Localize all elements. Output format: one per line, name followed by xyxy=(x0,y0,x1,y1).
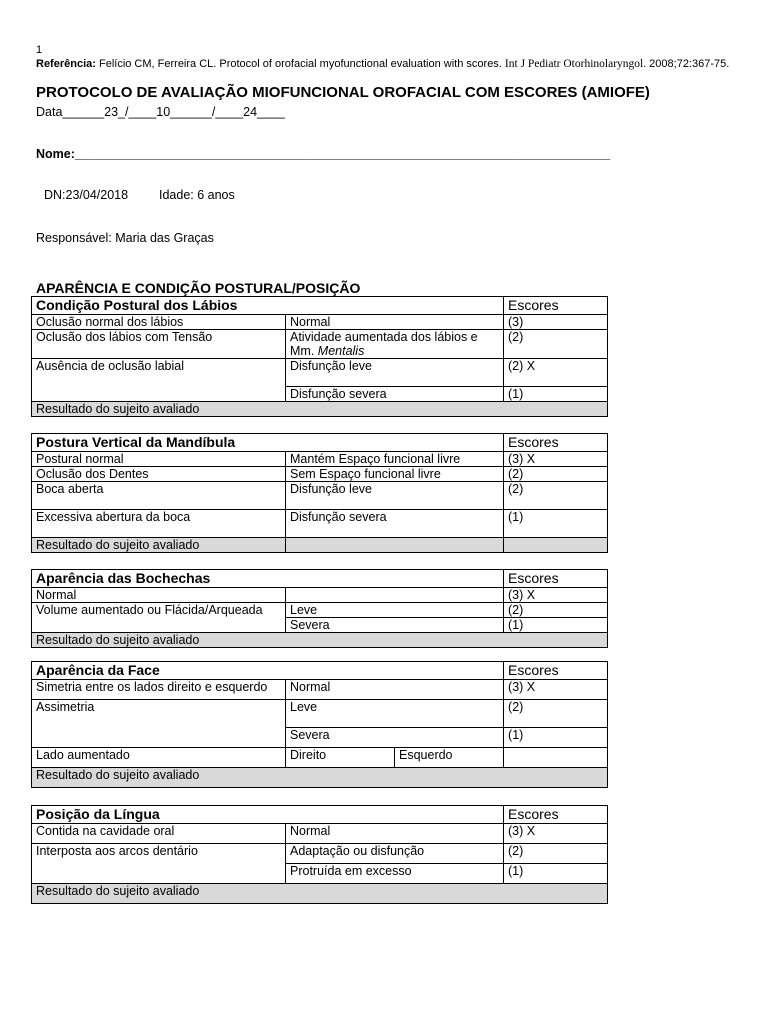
mandible-title: Postura Vertical da Mandíbula xyxy=(32,434,504,452)
row-desc: Protruída em excesso xyxy=(286,864,504,884)
row-score: (3) X xyxy=(504,452,608,467)
row-label: Interposta aos arcos dentário xyxy=(32,844,286,884)
result-row xyxy=(32,538,608,553)
reference xyxy=(36,57,732,71)
row-score: (2) X xyxy=(504,359,608,387)
tongue-scores-header: Escores xyxy=(504,806,608,824)
result-score-cell xyxy=(504,538,608,553)
row-label: Assimetria xyxy=(32,700,286,748)
reference-text: Felício CM, Ferreira CL. Protocol of orofacial myofunctional evaluation with scores. xyxy=(95,58,505,70)
row-score: (2) xyxy=(504,467,608,482)
row-score: (2) xyxy=(504,844,608,864)
row-desc xyxy=(286,330,504,359)
row-desc: Leve xyxy=(286,603,504,618)
row-desc: Normal xyxy=(286,824,504,844)
table-row xyxy=(32,680,608,700)
result-row xyxy=(32,402,608,417)
face-scores-header: Escores xyxy=(504,662,608,680)
table-row xyxy=(32,824,608,844)
row-desc: Normal xyxy=(286,315,504,330)
table-row xyxy=(32,588,608,603)
result-label: Resultado do sujeito avaliado xyxy=(32,538,286,553)
result-label: Resultado do sujeito avaliado xyxy=(32,402,608,417)
table-row xyxy=(32,482,608,510)
row-label: Simetria entre os lados direito e esquerdo xyxy=(32,680,286,700)
mandible-scores-header: Escores xyxy=(504,434,608,452)
name-field: Nome:_____________________________________________________________________________ xyxy=(36,147,611,161)
result-label: Resultado do sujeito avaliado xyxy=(32,768,608,788)
side-right: Direito xyxy=(286,748,395,768)
row-label: Normal xyxy=(32,588,286,603)
table-row xyxy=(32,452,608,467)
row-desc-italic: Mentalis xyxy=(317,344,365,358)
row-score: (1) xyxy=(504,728,608,748)
row-desc: Disfunção leve xyxy=(286,482,504,510)
row-label: Excessiva abertura da boca xyxy=(32,510,286,538)
lips-table xyxy=(31,296,608,417)
result-row xyxy=(32,633,608,648)
tongue-title: Posição da Língua xyxy=(32,806,504,824)
row-score: (2) xyxy=(504,482,608,510)
row-desc: Severa xyxy=(286,728,504,748)
cheeks-scores-header: Escores xyxy=(504,570,608,588)
face-title: Aparência da Face xyxy=(32,662,504,680)
row-label: Oclusão dos lábios com Tensão xyxy=(32,330,286,359)
lips-title: Condição Postural dos Lábios xyxy=(32,297,504,315)
row-desc: Disfunção severa xyxy=(286,510,504,538)
row-score: (1) xyxy=(504,387,608,402)
table-row xyxy=(32,748,608,768)
row-score: (2) xyxy=(504,603,608,618)
mandible-table xyxy=(31,433,608,553)
document-title: PROTOCOLO DE AVALIAÇÃO MIOFUNCIONAL OROFACIAL COM ESCORES (AMIOFE) xyxy=(36,84,650,101)
section-title: APARÊNCIA E CONDIÇÃO POSTURAL/POSIÇÃO xyxy=(36,280,361,296)
row-score xyxy=(504,748,608,768)
row-score: (2) xyxy=(504,330,608,359)
table-row xyxy=(32,510,608,538)
row-score: (2) xyxy=(504,700,608,728)
birth-date: DN:23/04/2018 xyxy=(44,188,129,202)
row-desc: Severa xyxy=(286,618,504,633)
result-row xyxy=(32,884,608,904)
row-label: Contida na cavidade oral xyxy=(32,824,286,844)
date-field: Data______23_/____10______/____24____ xyxy=(36,105,285,119)
row-label: Oclusão normal dos lábios xyxy=(32,315,286,330)
row-score: (1) xyxy=(504,864,608,884)
row-label: Oclusão dos Dentes xyxy=(32,467,286,482)
lips-scores-header: Escores xyxy=(504,297,608,315)
row-desc: Leve xyxy=(286,700,504,728)
row-desc: Adaptação ou disfunção xyxy=(286,844,504,864)
reference-journal: Int J Pediatr Otorhinolaryngol. xyxy=(504,58,647,70)
table-row xyxy=(32,603,608,618)
row-desc: Disfunção leve xyxy=(286,359,504,387)
side-left: Esquerdo xyxy=(395,748,504,768)
table-row xyxy=(32,359,608,387)
table-row xyxy=(32,844,608,864)
table-row xyxy=(32,700,608,728)
result-label: Resultado do sujeito avaliado xyxy=(32,884,608,904)
row-label: Ausência de oclusão labial xyxy=(32,359,286,402)
row-score: (1) xyxy=(504,510,608,538)
cheeks-title: Aparência das Bochechas xyxy=(32,570,504,588)
row-score: (3) xyxy=(504,315,608,330)
tongue-table xyxy=(31,805,608,904)
age: Idade: 6 anos xyxy=(159,188,235,202)
reference-year: 2008;72:367-75. xyxy=(649,58,730,70)
guardian: Responsável: Maria das Graças xyxy=(36,231,214,245)
table-row xyxy=(32,467,608,482)
result-label: Resultado do sujeito avaliado xyxy=(32,633,608,648)
row-label: Volume aumentado ou Flácida/Arqueada xyxy=(32,603,286,633)
page-number: 1 xyxy=(36,44,43,56)
row-label: Boca aberta xyxy=(32,482,286,510)
row-score: (3) X xyxy=(504,824,608,844)
row-desc: Disfunção severa xyxy=(286,387,504,402)
row-score: (1) xyxy=(504,618,608,633)
row-score: (3) X xyxy=(504,588,608,603)
row-desc: Sem Espaço funcional livre xyxy=(286,467,504,482)
reference-label: Referência: xyxy=(36,58,96,70)
row-label: Postural normal xyxy=(32,452,286,467)
row-desc: Mantém Espaço funcional livre xyxy=(286,452,504,467)
table-row xyxy=(32,315,608,330)
result-row xyxy=(32,768,608,788)
table-row xyxy=(32,330,608,359)
result-cell xyxy=(286,538,504,553)
row-label: Lado aumentado xyxy=(32,748,286,768)
row-desc: Normal xyxy=(286,680,504,700)
row-desc-text: Atividade aumentada dos lábios e Mm. xyxy=(290,330,478,358)
row-score: (3) X xyxy=(504,680,608,700)
row-desc xyxy=(286,588,504,603)
face-table xyxy=(31,661,608,788)
cheeks-table xyxy=(31,569,608,648)
